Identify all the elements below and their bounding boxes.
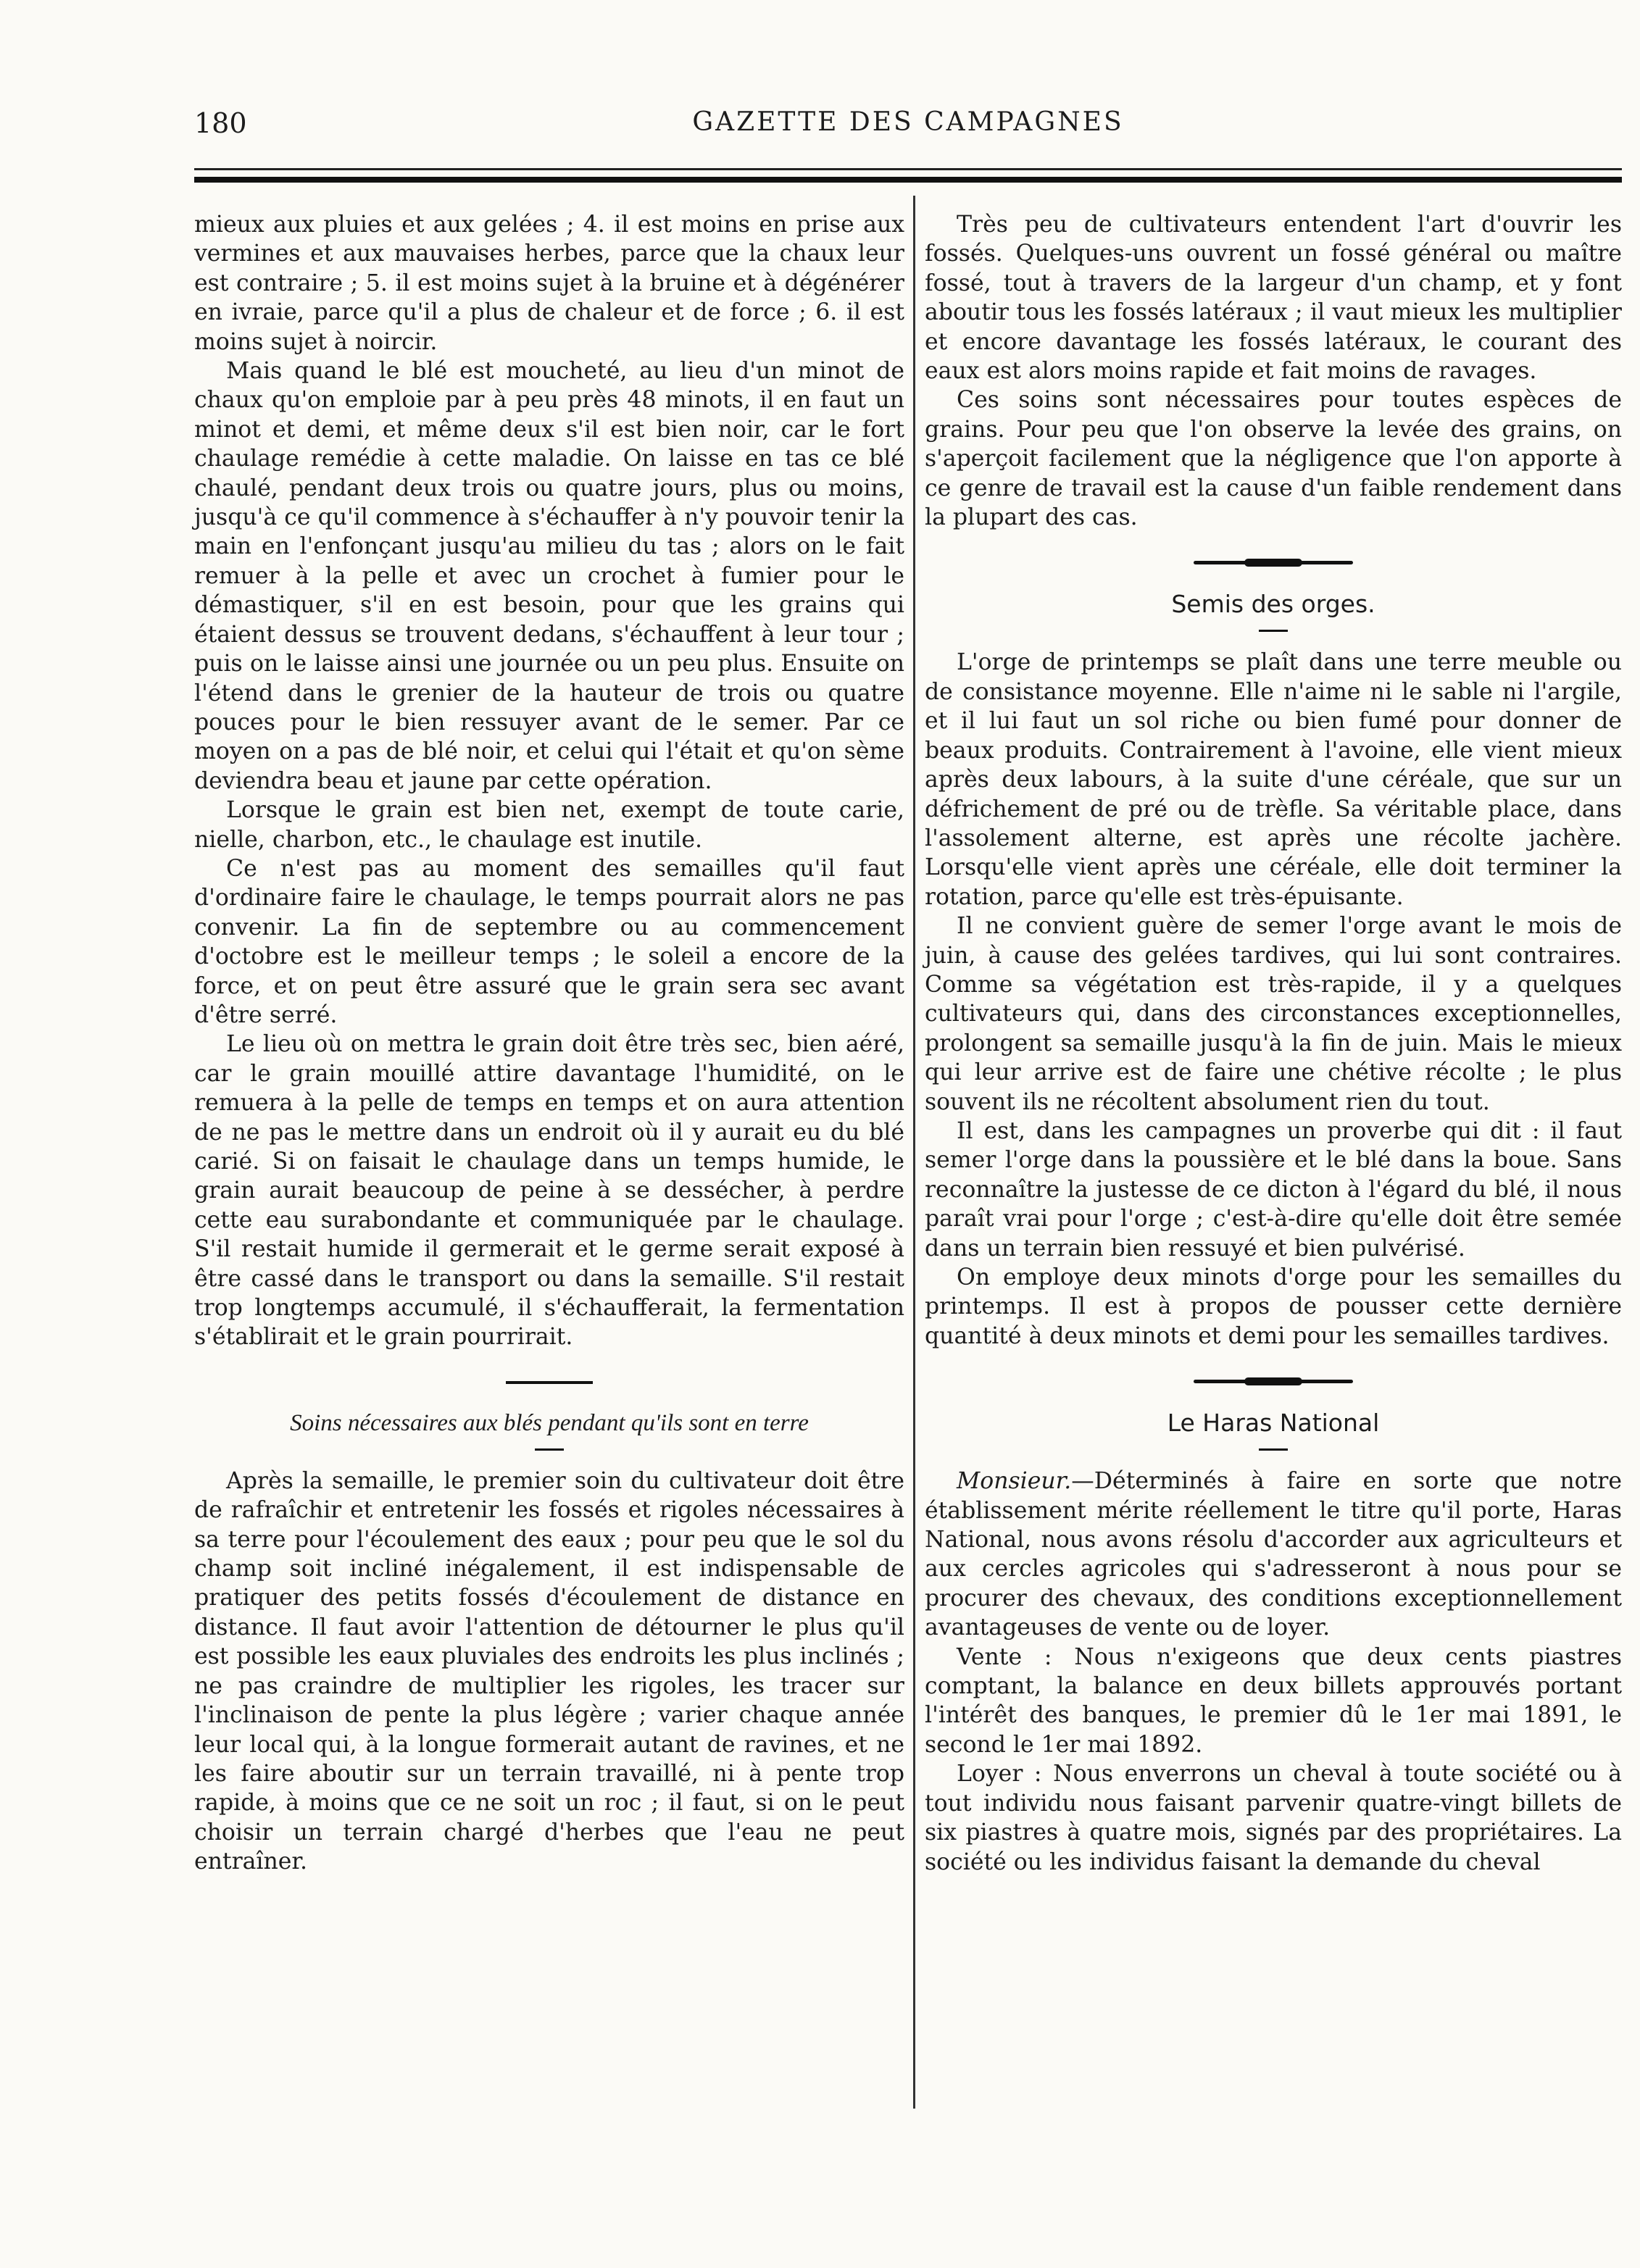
page-number: 180 [194,107,247,139]
left-paragraph-3: Lorsque le grain est bien net, exempt de toute carie, nielle, charbon, etc., le chaulage est inutile. [194,797,904,853]
section-title-soins: Soins nécessaires aux blés pendant qu'ils sont en terre [290,1409,809,1436]
left-paragraph-6: Après la semaille, le premier soin du cultivateur doit être de rafraîchir et entretenir les fossés et rigoles nécessaires à sa terre pour l'écoulement des eaux ; pour peu que le sol du champ soit incliné inégalement, il est indispensable de pratiquer des petits fossés d'écoulement de distance en distance. Il faut avoir l'attention de détourner le plus qu'il est possible les eaux pluviales des endroits les plus inclinés ; ne pas craindre de multiplier les rigoles, les tracer sur l'inclinaison de pente la plus légère ; varier chaque année leur local qui, à la longue formerait autant de ravines, et ne les faire aboutir sur un terrain travaillé, ni à pente trop rapide, à moins que ce ne soit un roc ; il faut, si on le peut choisir un terrain chargé d'herbes que l'eau ne peut entraîner. [194,1467,904,1875]
header-rule-thick [194,177,1622,183]
title-tick [1259,630,1288,632]
section-separator [925,532,1622,590]
right-paragraph-7-text: —Déterminés à faire en sorte que notre établissement mérite réellement le titre qu'il porte, Haras National, nous avons résolu d'accorder aux agriculteurs et aux cercles agricoles qui s'adresseront à nous pour se procurer des chevaux, des conditions exceptionnellement avantageuses de vente ou de loyer. [925,1468,1622,1641]
left-paragraph-5: Le lieu où on mettra le grain doit être très sec, bien aéré, car le grain mouillé attire davantage l'humidité, on le remuera à la pelle de temps en temps et on aura attention de ne pas le mettre dans un endroit où il y aurait eu du blé carié. Si on faisait le chaulage dans un temps humide, le grain aurait beaucoup de peine à se dessécher, à perdre cette eau surabondante et communiquée par le chaulage. S'il restait humide il germerait et le germe serait exposé à être cassé dans le transport ou dans la semaille. S'il restait trop longtemps accumulé, il s'échaufferait, la fermentation s'établirait et le grain pourrirait. [194,1031,904,1351]
right-paragraph-3: L'orge de printemps se plaît dans une terre meuble ou de consistance moyenne. Elle n'aime ni le sable ni l'argile, et il lui faut un sol riche ou bien fumé pour donner de beaux produits. Contrairement à l'avoine, elle vient mieux après deux labours, à la suite d'une céréale, que sur un défrichement de pré ou de trèfle. Sa véritable place, dans l'assolement alterne, est après une récolte jachère. Lorsqu'elle vient après une céréale, elle doit terminer la rotation, parce qu'elle est très-épuisante. [925,649,1622,910]
right-paragraph-5: Il est, dans les campagnes un proverbe qui dit : il faut semer l'orge dans la poussière et le blé dans la boue. Sans reconnaître la justesse de ce dicton à l'égard du blé, il nous paraît vrai pour l'orge ; c'est-à-dire qu'elle doit être semée dans un terrain bien ressuyé et bien pulvérisé. [925,1117,1622,1262]
right-paragraph-1: Très peu de cultivateurs entendent l'art d'ouvrir les fossés. Quelques-uns ouvrent un fossé général ou maître fossé, tout à travers de la largeur d'un champ, et y font aboutir tous les fossés latéraux ; il vaut mieux les multiplier et encore davantage les fossés latéraux, le courant des eaux est alors moins rapide et fait moins de ravages. [925,212,1622,385]
title-tick [535,1448,564,1451]
left-paragraph-4: Ce n'est pas au moment des semailles qu'il faut d'ordinaire faire le chaulage, le temps pourrait alors ne pas convenir. La fin de septembre ou au commencement d'octobre est le meilleur temps ; le soleil a encore de la force, et on peut être assuré que le grain sera sec avant d'être serré. [194,855,904,1028]
left-column [194,210,904,1877]
column-divider [913,196,915,2109]
left-paragraph-2: Mais quand le blé est moucheté, au lieu d'un minot de chaux qu'on emploie par à peu près 48 minots, il en faut un minot et demi, et même deux s'il est bien noir, car le fort chaulage remédie à cette maladie. On laisse en tas ce blé chaulé, pendant deux trois ou quatre jours, plus ou moins, jusqu'à ce qu'il commence à s'échauffer à n'y pouvoir tenir la main en l'enfonçant jusqu'au milieu du tas ; alors on le fait remuer à la pelle et avec un crochet à fumier pour le démastiquer, s'il en est besoin, pour que les grains qui étaient dessus se trouvent dedans, s'échauffent à leur tour ; puis on le laisse ainsi une journée ou un peu plus. Ensuite on l'étend dans le grenier de la hauteur de trois ou quatre pouces pour le bien ressuyer avant de le semer. Par ce moyen on a pas de blé noir, et celui qui l'était et qu'on sème deviendra beau et jaune par cette opération. [194,358,904,794]
page-header [194,107,1622,151]
section-title-orges: Semis des orges. [1171,590,1375,619]
right-paragraph-8: Vente : Nous n'exigeons que deux cents piastres comptant, la balance en deux billets approuvés portant l'intérêt des banques, le premier dû le 1er mai 1891, le second le 1er mai 1892. [925,1643,1622,1758]
right-paragraph-9: Loyer : Nous enverrons un cheval à toute société ou à tout individu nous faisant parvenir quatre-vingt billets de six piastres à quatre mois, signés par des propriétaires. La société ou les individus faisant la demande du cheval [925,1761,1622,1875]
title-tick [1259,1448,1288,1451]
section-title-haras: Le Haras National [1167,1409,1380,1438]
running-title: GAZETTE DES CAMPAGNES [692,107,1124,137]
salutation: Monsieur. [957,1468,1072,1495]
section-separator [194,1352,904,1410]
right-paragraph-7 [925,1467,1622,1642]
left-paragraph-1: mieux aux pluies et aux gelées ; 4. il est moins en prise aux vermines et aux mauvaises herbes, parce que la chaux leur est contraire ; 5. il est moins sujet à la bruine et à dégénérer en ivraie, parce qu'il a plus de chaleur et de force ; 6. il est moins sujet à noircir. [194,212,904,355]
right-column [925,210,1622,1877]
right-paragraph-6: On employe deux minots d'orge pour les semailles du printemps. Il est à propos de pousser cette dernière quantité à deux minots et demi pour les semailles tardives. [925,1264,1622,1349]
right-paragraph-2: Ces soins sont nécessaires pour toutes espèces de grains. Pour peu que l'on observe la levée des grains, on s'aperçoit facilement que la négligence que l'on apporte à ce genre de travail est la cause d'un faible rendement dans la plupart des cas. [925,387,1622,531]
right-paragraph-4: Il ne convient guère de semer l'orge avant le mois de juin, à cause des gelées tardives, qui lui sont contraires. Comme sa végétation est très-rapide, il y a quelques cultivateurs qui, dans des circonstances exceptionnelles, prolongent sa semaille jusqu'à la fin de juin. Mais le mieux qui leur arrive est de faire une chétive récolte ; le plus souvent ils ne récoltent absolument rien du tout. [925,913,1622,1115]
header-rule-thin [194,168,1622,170]
section-separator [925,1351,1622,1409]
